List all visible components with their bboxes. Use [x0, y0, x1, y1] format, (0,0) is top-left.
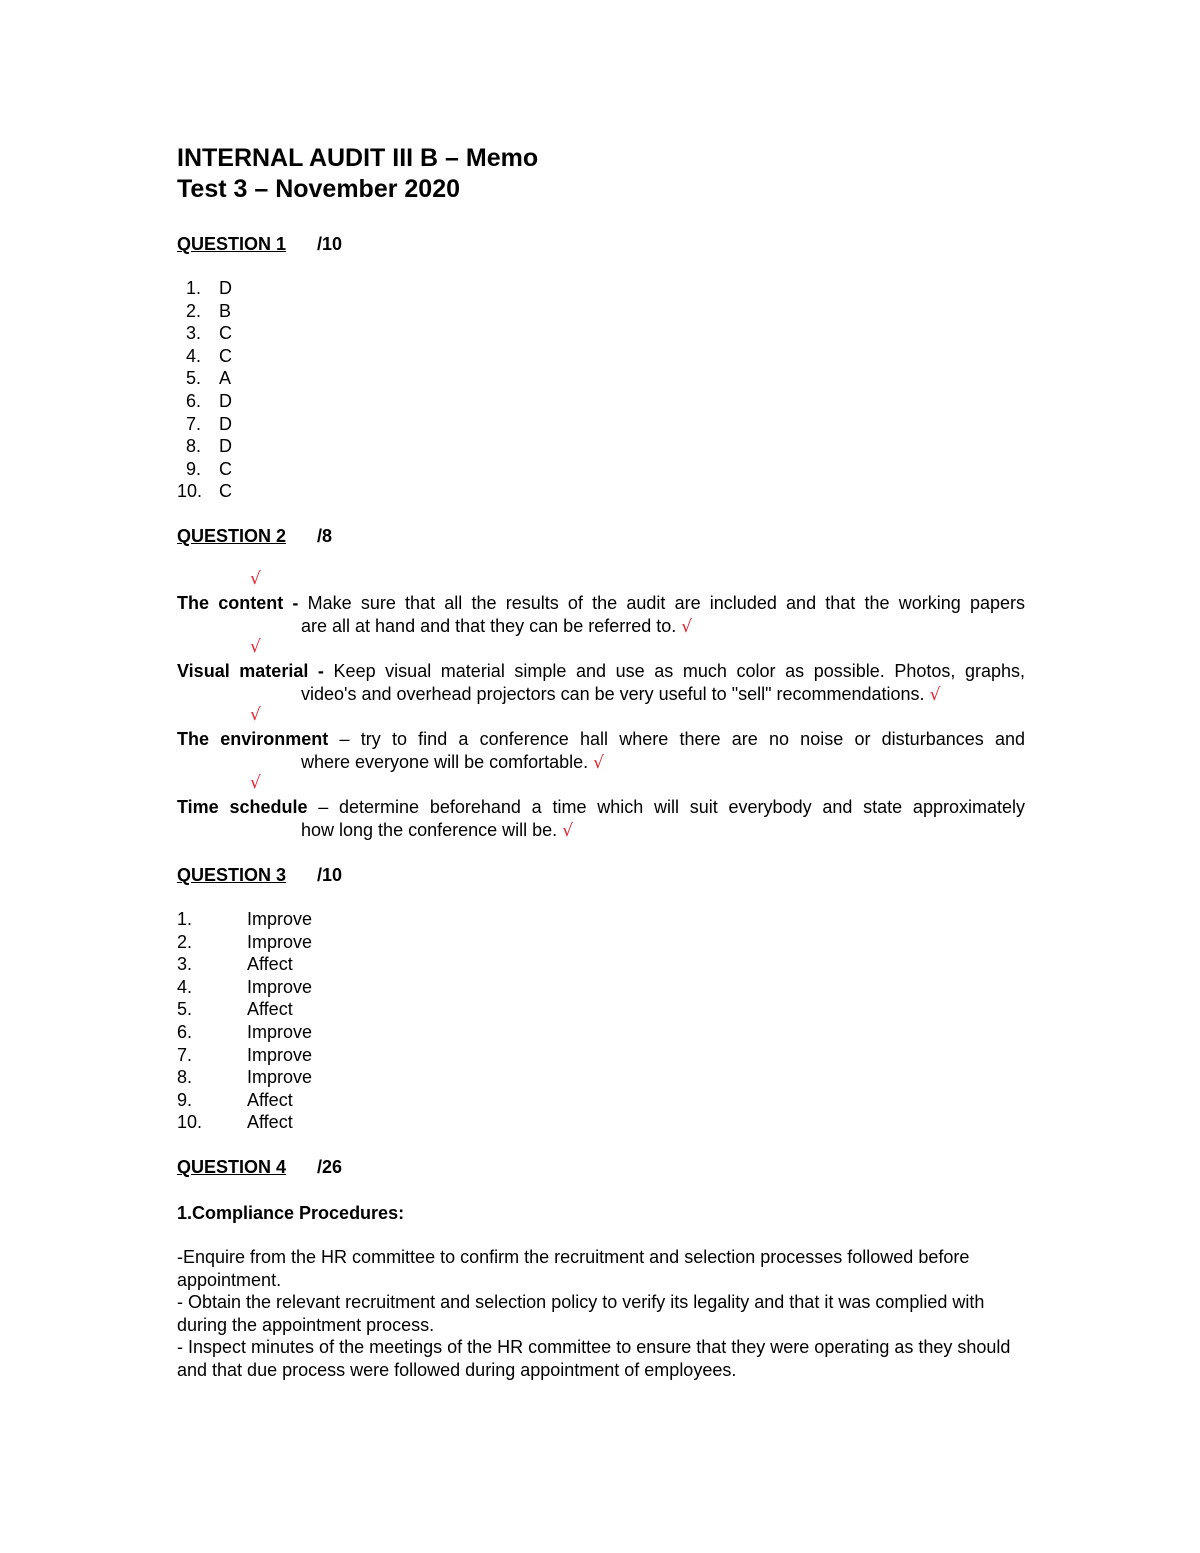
list-item: 3. C [185, 323, 232, 344]
question-4-label: QUESTION 4 [177, 1157, 287, 1177]
procedure-paragraph: - Inspect minutes of the meetings of the HR committee to ensure that they were operating as they should and that due process were followed during appointment of employees. [177, 1337, 1011, 1380]
tick-mark: √ [681, 616, 693, 637]
list-item: 7. D [185, 413, 232, 434]
list-item: 5. A [185, 368, 232, 389]
question-2-item-visual-material: Visual material - Keep visual material simple and use as much color as possible. Photos, graphs, video's and overhead projectors can be very useful to "sell" recommendations. √ [177, 661, 1026, 705]
list-item: 5. Affect [177, 999, 293, 1020]
question-3-label: QUESTION 3 [177, 865, 287, 885]
memo-title: INTERNAL AUDIT III B – Memo [177, 144, 539, 172]
list-item: 4. Improve [177, 976, 313, 997]
question-3-marks: /10 [317, 865, 343, 885]
list-item: 10. C [177, 481, 232, 502]
item-term: Time schedule [177, 797, 308, 817]
question-3-answer-list [177, 908, 312, 1134]
list-item: 1. D [185, 278, 232, 298]
list-item: 7. Improve [177, 1044, 313, 1065]
question-2-item-time-schedule: Time schedule – determine beforehand a time which will suit everybody and state approximately how long the conference will be. √ [177, 797, 1025, 841]
question-2-label: QUESTION 2 [177, 526, 287, 546]
question-2-marks: /8 [317, 526, 333, 546]
procedure-paragraph: - Obtain the relevant recruitment and selection policy to verify its legality and that it was complied with during the appointment process. [177, 1292, 985, 1335]
procedure-paragraph: -Enquire from the HR committee to confirm the recruitment and selection processes followed before appointment. [177, 1247, 970, 1290]
memo-subtitle: Test 3 – November 2020 [177, 175, 461, 203]
tick-mark: √ [929, 684, 941, 705]
list-item: 9. Affect [177, 1089, 293, 1110]
question-2-item-content: The content - Make sure that all the results of the audit are included and that the working papers are all at hand and that they can be referred to. √ [177, 593, 1025, 637]
list-item: 1. Improve [177, 909, 313, 929]
tick-mark: √ [250, 637, 261, 657]
question-1-label: QUESTION 1 [177, 234, 287, 254]
item-term: The content - [177, 593, 299, 613]
question-4-subheading: 1.Compliance Procedures: [177, 1203, 405, 1223]
tick-mark: √ [250, 773, 261, 793]
question-1-marks: /10 [317, 234, 343, 254]
list-item: 4. C [185, 345, 232, 366]
item-term: Visual material - [177, 661, 324, 681]
list-item: 10. Affect [177, 1112, 293, 1133]
question-1-answer-list [177, 277, 232, 503]
list-item: 9. C [185, 458, 232, 479]
question-3-heading [177, 864, 342, 886]
question-4-heading [177, 1156, 342, 1178]
question-4-marks: /26 [317, 1157, 343, 1177]
list-item: 6. Improve [177, 1021, 313, 1042]
list-item: 3. Affect [177, 954, 293, 975]
list-item: 8. D [185, 436, 232, 457]
item-term: The environment [177, 729, 329, 749]
tick-mark: √ [250, 705, 261, 725]
tick-mark: √ [250, 569, 261, 589]
list-item: 8. Improve [177, 1067, 313, 1088]
list-item: 2. Improve [177, 931, 313, 952]
list-item: 6. D [185, 390, 232, 411]
list-item: 2. B [185, 300, 232, 321]
question-2-item-environment: The environment – try to find a conference hall where there are no noise or disturbances and where everyone will be comfortable. √ [177, 729, 1025, 773]
question-4-procedures [177, 1246, 1027, 1382]
tick-mark: √ [562, 820, 574, 841]
question-1-heading [177, 233, 342, 255]
tick-mark: √ [593, 752, 604, 773]
question-2-heading [177, 525, 332, 547]
